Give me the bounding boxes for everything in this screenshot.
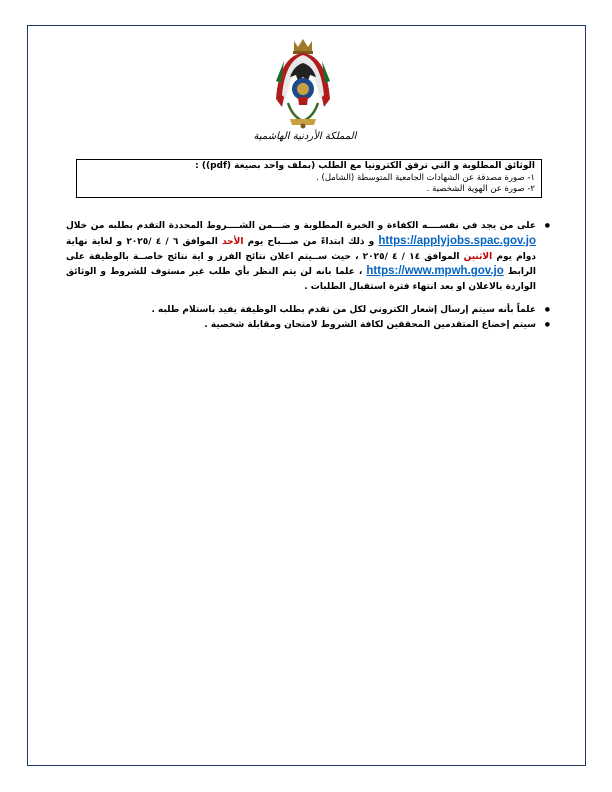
notice-item-application bbox=[66, 219, 550, 295]
notice-text: ، علما بانه لن يتم النظر بأي طلب غير مستوف للشروط و الوثائق الواردة بالاعلان او بعد انتهاء فترة استقبال الطلبات . bbox=[66, 267, 536, 293]
jordan-coat-of-arms-icon bbox=[272, 37, 334, 129]
notice-text: الموافق ١٤ / ٤ /٢٠٢٥ ، حيث ســيتم اعلان نتائج الفرز و اية نتائج خاصــة بالوظيفة على الرابط bbox=[66, 251, 536, 278]
end-day: الاثنين bbox=[463, 251, 493, 262]
required-documents-box bbox=[76, 159, 542, 198]
notice-item-exam: ● سيتم إخضاع المتقدمين المحققين لكافة الشروط لامتحان ومقابلة شخصية . bbox=[66, 318, 550, 333]
mpwh-link[interactable]: https://www.mpwh.gov.jo bbox=[366, 265, 504, 278]
notice-text: على من يجد في نفســــه الكفاءة و الخبرة المطلوبة و ضـــمن الشــــروط المحددة التقدم بطلبه من خلال bbox=[66, 221, 536, 231]
kingdom-name: المملكة الأردنية الهاشمية bbox=[253, 131, 357, 142]
required-document-item: ٢- صورة عن الهوية الشخصية . bbox=[426, 184, 535, 194]
required-documents-heading: الوثائق المطلوبة و التي ترفق الكترونيا مع الطلب (بملف واحد بصيغة (pdf)) : bbox=[195, 161, 535, 171]
notice-text: و ذلك ابتداءً من صـــباح يوم bbox=[247, 236, 375, 247]
notice-item-email: ● علماً بأنه سيتم إرسال إشعار الكتروني لكل من تقدم بطلب الوظيفة يفيد باستلام طلبه . bbox=[66, 303, 550, 318]
notice-text: الموافق ٦ / ٤ /٢٠٢٥ و لغاية نهاية دوام يوم bbox=[66, 236, 537, 262]
notice-list bbox=[66, 219, 550, 333]
apply-jobs-link[interactable]: https://applyjobs.spac.gov.jo bbox=[378, 234, 536, 247]
required-document-item: ١- صورة مصدقة عن الشهادات الجامعية المتوسطة (الشامل) . bbox=[316, 172, 535, 183]
start-day: الأحد bbox=[221, 236, 244, 247]
